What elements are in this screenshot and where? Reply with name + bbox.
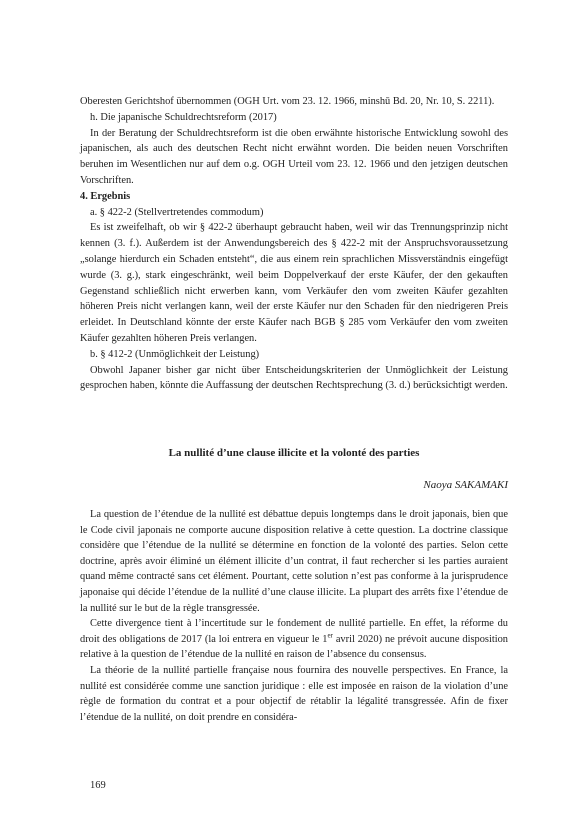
paragraph-2: Cette divergence tient à l’incertitude sur le fondement de nullité partielle. En effet, la réforme du droit des obligations de 2017 (la loi entrera en vigueur le 1er avril 2020) ne prévoit aucune disposition relative à la question de l’étendue de la nullité en raison de l’absence du consensus. xyxy=(80,618,508,661)
article-author: Naoya SAKAMAKI xyxy=(423,479,508,491)
french-section xyxy=(80,507,508,725)
subheading-a: a. § 422-2 (Stellvertretendes commodum) xyxy=(90,206,264,218)
continuation-paragraph: Oberesten Gerichtshof übernommen (OGH Urt. vom 23. 12. 1966, minshū Bd. 20, Nr. 10, S. 2211). xyxy=(80,96,495,107)
page-number: 169 xyxy=(90,780,106,791)
german-section xyxy=(80,94,508,394)
paragraph-1: La question de l’étendue de la nullité est débattue depuis longtemps dans le droit japonais, bien que le Code civil japonais ne comporte aucune disposition relative à cette question. La doctrine classique considère que l’étendue de la nullité se détermine en fonction de la volonté des parties. Selon cette doctrine, après avoir éliminé un élément illicite d’un contrat, il faut rechercher si les parties auraient quand même contracté sans cet élément. Pourtant, cette solution n’est pas conforme à la jurisprudence japonaise qui décide l’étendue de la nullité d’une clause illicite. La plupart des arrêts fixe l’étendue de la nullité sur le but de la règle transgressée. xyxy=(80,509,508,614)
section-heading-4: 4. Ergebnis xyxy=(80,190,131,202)
paragraph-3: La théorie de la nullité partielle française nous fournira des nouvelle perspectives. En France, la nullité est considérée comme une sanction juridique : elle est imposée en raison de la violation d’une règle de formation du contrat et a pour objectif de rétablir la légalité transgressée. Afin de fixer l’étendue de la nullité, on doit prendre en considéra- xyxy=(80,664,508,723)
paragraph-b: Obwohl Japaner bisher gar nicht über Entscheidungskriterien der Unmöglichkeit der Leistung gesprochen haben, könnte die Auffassung der deutschen Rechtsprechung (3. d.) berücksichtigt werden. xyxy=(80,364,508,392)
subheading-b: b. § 412-2 (Unmöglichkeit der Leistung) xyxy=(90,348,260,360)
paragraph-h: In der Beratung der Schuldrechtsreform ist die oben erwähnte historische Entwicklung sowohl des japanischen, als auch des deutschen Recht nicht erwähnt worden. Die beiden neuen Vorschriften beruhen im Wesentlichen nur auf dem o.g. OGH Urteil vom 23. 12. 1966 und den jetzigen deutschen Vorschriften. xyxy=(80,127,508,186)
article-title: La nullité d’une clause illicite et la volonté des parties xyxy=(168,447,420,459)
paragraph-a: Es ist zweifelhaft, ob wir § 422-2 überhaupt gebraucht haben, weil wir das Trennungsprinzip nicht kennen (3. f.). Außerdem ist der Anwendungsbereich des § 422-2 mit der Anspruchsvoraussetzung „solange hierdurch ein Schaden entsteht“, die aus einem rein sprachlichen Missverständnis eingefügt wurde (3. g.), stark eingeschränkt, weil beim Doppelverkauf der erste Käufer, der den gekauften Gegenstand schließlich nicht erwerben kann, vom Verkäufer den vom zweiten Käufer gezahlten höheren Preis nicht verlangen kann, weil der erste Käufer nur den Schaden für den niedrigeren Preis erleidet. In Deutschland könnte der erste Käufer nach BGB § 285 vom Verkäufer den vom zweiten Käufer gezahlten höheren Preis verlangen. xyxy=(80,222,508,344)
subheading-h: h. Die japanische Schuldrechtsreform (2017) xyxy=(90,111,277,123)
